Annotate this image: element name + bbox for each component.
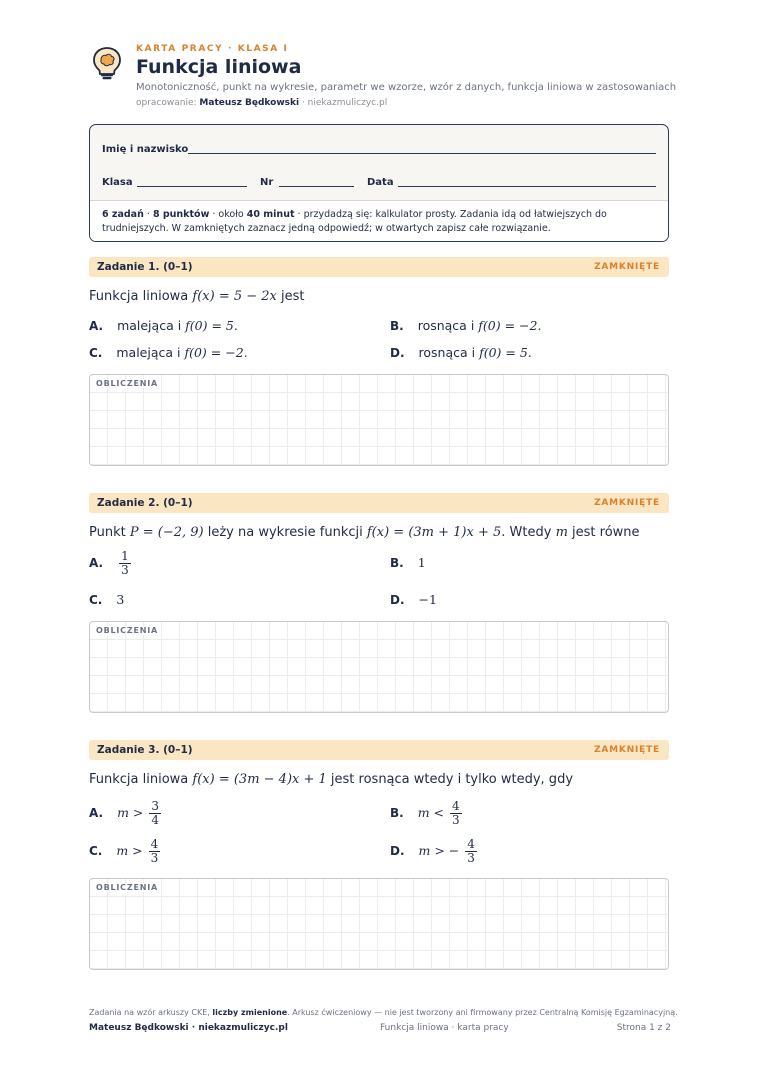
footer-note-post: . Arkusz ćwiczeniowy — nie jest tworzony ani firmowany przez Centralną Komisję Egzaminacyjną. — [287, 1008, 678, 1017]
task-3-answer-b[interactable] — [390, 800, 462, 827]
fraction-denominator: 4 — [151, 813, 159, 827]
answer-inequality: m > − — [418, 843, 460, 858]
task-2-question-mid2: Wtedy — [509, 525, 552, 540]
answer-letter: B. — [390, 556, 404, 570]
fraction-denominator: 3 — [121, 563, 129, 577]
fraction-denominator: 3 — [150, 851, 159, 865]
footer-doc-title: Funkcja liniowa · karta pracy — [380, 1023, 509, 1033]
answer-inequality: m > — [116, 843, 143, 858]
task-1-title: Zadanie 1. (0–1) — [97, 261, 193, 273]
student-info-box — [89, 124, 669, 242]
summary-time: 40 minut — [246, 209, 295, 220]
footer-author: Mateusz Będkowski · niekazmuliczyc.pl — [89, 1023, 288, 1033]
answer-fraction — [450, 800, 462, 827]
task-1-answer-a[interactable] — [89, 318, 238, 333]
summary-rest-2: trudniejszych. W zamkniętych zaznacz jedną odpowiedź; w otwartych zapisz całe rozwiązanie. — [102, 223, 551, 234]
task-2-parameter: m — [555, 525, 568, 540]
answer-inequality: m > — [117, 805, 144, 820]
task-1-question-formula: f(x) = 5 − 2x — [192, 289, 277, 304]
answer-fraction — [465, 838, 477, 865]
answer-letter: C. — [89, 593, 103, 607]
answer-fraction — [119, 550, 131, 577]
task-2-question-end: jest równe — [572, 525, 640, 540]
date-label: Data — [367, 177, 394, 188]
nr-label: Nr — [260, 177, 274, 188]
task-3-header — [89, 740, 669, 760]
task-1-calculation-area[interactable] — [89, 374, 669, 466]
answer-formula: f(0) = −2. — [184, 345, 248, 360]
page-title: Funkcja liniowa — [136, 56, 302, 78]
fraction-numerator: 4 — [150, 837, 159, 851]
class-row — [102, 177, 656, 191]
task-2-header — [89, 493, 669, 513]
task-3-answer-c[interactable] — [89, 838, 160, 865]
page-subtitle: Monotoniczność, punkt na wykresie, parametr we wzorze, wzór z danych, funkcja liniowa w zastosowaniach — [136, 82, 677, 93]
answer-inequality: m < — [417, 805, 445, 820]
task-2-answer-b[interactable] — [390, 555, 426, 570]
summary-mid: · około — [212, 209, 244, 220]
answer-fraction — [149, 800, 161, 827]
class-field[interactable] — [137, 177, 247, 187]
task-1-type: ZAMKNIĘTE — [594, 262, 660, 272]
summary-points: 8 punktów — [152, 209, 210, 220]
nr-field[interactable] — [279, 177, 354, 187]
task-3-type: ZAMKNIĘTE — [594, 745, 660, 755]
answer-text: rosnąca i — [417, 318, 475, 333]
task-1-answer-c[interactable] — [89, 345, 248, 360]
name-field[interactable] — [188, 144, 656, 154]
footer-page-number: Strona 1 z 2 — [616, 1023, 671, 1033]
answer-text: rosnąca i — [418, 345, 476, 360]
summary-tasks: 6 zadań — [102, 209, 144, 220]
answer-letter: A. — [89, 806, 104, 820]
summary-dot: · — [146, 209, 150, 220]
task-2-question-text: Punkt — [89, 525, 126, 540]
worksheet-kicker: KARTA PRACY · KLASA I — [136, 44, 289, 54]
answer-letter: A. — [89, 556, 104, 570]
task-3-question-text: Funkcja liniowa — [89, 772, 189, 787]
answer-formula: f(0) = 5. — [185, 318, 238, 333]
answer-value: 1 — [417, 555, 426, 570]
task-2-calculation-area[interactable] — [89, 621, 669, 713]
answer-formula: f(0) = −2. — [478, 318, 542, 333]
task-2-answer-a[interactable] — [89, 550, 131, 577]
answer-letter: D. — [390, 844, 405, 858]
task-3-answer-d[interactable] — [390, 838, 477, 865]
task-2-answer-c[interactable] — [89, 592, 124, 607]
answer-letter: A. — [89, 319, 104, 333]
answer-letter: B. — [390, 806, 404, 820]
author-prefix: opracowanie: — [136, 98, 197, 108]
answer-letter: C. — [89, 844, 103, 858]
answer-value: 3 — [116, 592, 125, 607]
summary-rest-1: · przydadzą się: kalkulator prosty. Zadania idą od łatwiejszych do — [297, 209, 607, 220]
fraction-numerator: 3 — [151, 799, 159, 813]
author-name: Mateusz Będkowski — [199, 98, 300, 108]
answer-text: malejąca i — [116, 345, 181, 360]
fraction-denominator: 3 — [467, 851, 475, 865]
lightbulb-brain-icon — [89, 45, 125, 81]
task-2-answer-d[interactable] — [390, 592, 437, 607]
task-3-question — [89, 772, 679, 787]
calculation-label: OBLICZENIA — [96, 883, 161, 892]
fraction-numerator: 4 — [467, 837, 475, 851]
task-1-answer-b[interactable] — [390, 318, 541, 333]
answer-letter: C. — [89, 346, 103, 360]
answer-letter: D. — [390, 346, 405, 360]
name-label: Imię i nazwisko — [102, 144, 189, 155]
answer-fraction — [149, 838, 161, 865]
task-1-answer-d[interactable] — [390, 345, 532, 360]
task-2-point-formula: P = (−2, 9) — [129, 525, 204, 540]
footer-note-bold: liczby zmienione — [212, 1008, 288, 1017]
task-3-question-end: jest rosnąca wtedy i tylko wtedy, gdy — [330, 772, 574, 787]
fraction-numerator: 4 — [452, 799, 460, 813]
answer-value: −1 — [418, 592, 437, 607]
fraction-denominator: 3 — [452, 813, 460, 827]
calculation-label: OBLICZENIA — [96, 626, 161, 635]
task-2-question — [89, 525, 679, 540]
answer-letter: D. — [390, 593, 405, 607]
author-line — [136, 98, 387, 108]
class-label: Klasa — [102, 177, 133, 188]
answer-formula: f(0) = 5. — [479, 345, 532, 360]
task-3-answer-a[interactable] — [89, 800, 161, 827]
worksheet-summary — [90, 200, 668, 242]
answer-text: malejąca i — [117, 318, 182, 333]
task-1-header — [89, 257, 669, 277]
task-2-question-mid: leży na wykresie funkcji — [207, 525, 363, 540]
task-2-title: Zadanie 2. (0–1) — [97, 497, 193, 509]
footer-disclaimer — [89, 1008, 678, 1017]
task-3-question-formula: f(x) = (3m − 4)x + 1 — [192, 772, 327, 787]
name-row — [102, 144, 656, 158]
task-3-title: Zadanie 3. (0–1) — [97, 744, 193, 756]
task-3-calculation-area[interactable] — [89, 878, 669, 970]
author-site: · niekazmuliczyc.pl — [301, 98, 388, 108]
answer-letter: B. — [390, 319, 404, 333]
calculation-label: OBLICZENIA — [96, 379, 161, 388]
footer-note-pre: Zadania na wzór arkuszy CKE, — [89, 1008, 210, 1017]
fraction-numerator: 1 — [121, 549, 129, 563]
task-2-function-formula: f(x) = (3m + 1)x + 5. — [366, 525, 506, 540]
worksheet-header — [89, 42, 679, 112]
task-1-question — [89, 289, 679, 304]
date-field[interactable] — [398, 177, 656, 187]
task-2-type: ZAMKNIĘTE — [594, 498, 660, 508]
task-1-question-end: jest — [281, 289, 305, 304]
task-1-question-text: Funkcja liniowa — [89, 289, 189, 304]
